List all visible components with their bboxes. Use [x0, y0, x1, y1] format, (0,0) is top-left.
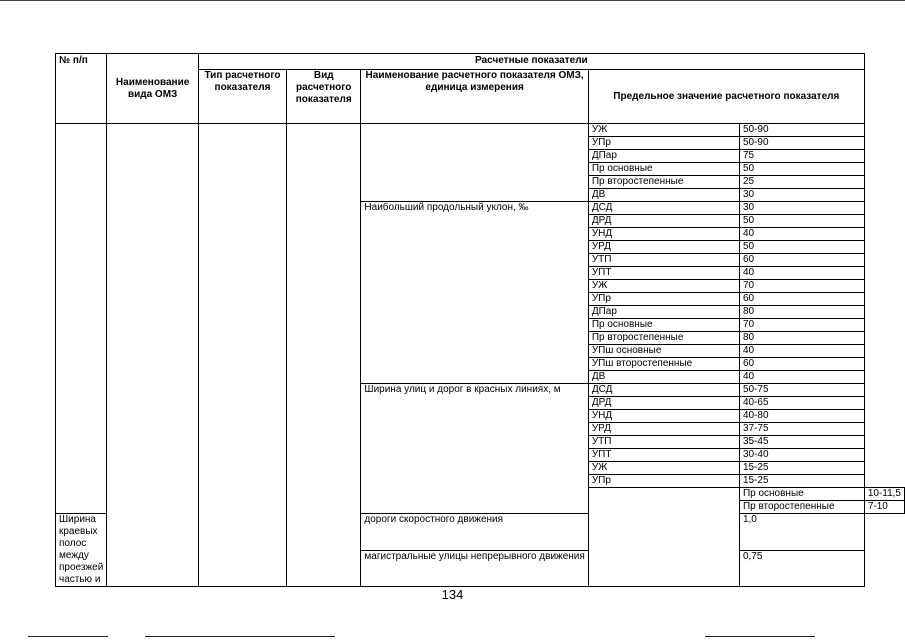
limit-value-cell: 75 [739, 150, 864, 163]
category-name-cell: Пр второстепенные [588, 176, 739, 189]
limit-value-cell: 60 [739, 358, 864, 371]
header-indicator-kind: Вид расчетного показателя [287, 70, 361, 124]
category-name-cell: ДВ [588, 371, 739, 384]
category-name-cell: УПр [588, 475, 739, 488]
header-limit-value: Предельное значение расчетного показателя [588, 70, 864, 124]
category-name-cell: ДРД [588, 397, 739, 410]
limit-value-cell: 80 [739, 306, 864, 319]
limit-value-cell: 30 [739, 202, 864, 215]
indicator-name-cell [361, 124, 588, 202]
indicator-kind-cell [287, 124, 361, 587]
header-indicator-name: Наименование расчетного показателя ОМЗ, единица измерения [361, 70, 588, 124]
indicator-type-cell [198, 124, 286, 587]
category-name-cell: УПТ [588, 449, 739, 462]
limit-value-cell: 10-11,5 [864, 488, 904, 501]
header-indicators-group: Расчетные показатели [198, 54, 864, 70]
limit-value-cell: 1,0 [739, 514, 864, 551]
category-name-cell: УПТ [588, 267, 739, 280]
header-omz-name: Наименование вида ОМЗ [107, 54, 199, 124]
category-name-cell: ДПар [588, 306, 739, 319]
limit-value-cell: 80 [739, 332, 864, 345]
limit-value-cell: 50-90 [739, 124, 864, 137]
limit-value-cell: 37-75 [739, 423, 864, 436]
limit-value-cell: 30 [739, 189, 864, 202]
limit-value-cell: 60 [739, 293, 864, 306]
table-body [56, 124, 905, 587]
category-name-cell: магистральные улицы непрерывного движения [361, 550, 588, 587]
category-name-cell: ДСД [588, 202, 739, 215]
limit-value-cell: 15-25 [739, 475, 864, 488]
indicator-name-cell: Наибольший продольный уклон, ‰ [361, 202, 588, 384]
category-name-cell: УЖ [588, 124, 739, 137]
category-name-cell: УТП [588, 254, 739, 267]
category-name-cell: ДВ [588, 189, 739, 202]
header-num: № п/п [56, 54, 107, 124]
limit-value-cell: 40 [739, 371, 864, 384]
limit-value-cell: 35-45 [739, 436, 864, 449]
category-name-cell: ДСД [588, 384, 739, 397]
limit-value-cell: 40 [739, 345, 864, 358]
limit-value-cell: 50-75 [739, 384, 864, 397]
indicator-name-cell: Ширина улиц и дорог в красных линиях, м [361, 384, 588, 514]
limit-value-cell: 0,75 [739, 550, 864, 587]
page-number: 134 [441, 587, 464, 602]
limit-value-cell: 60 [739, 254, 864, 267]
scan-artifact-bottom-left [28, 636, 108, 637]
category-name-cell: Пр второстепенные [739, 501, 864, 514]
limit-value-cell: 70 [739, 280, 864, 293]
num-cell [56, 124, 107, 514]
category-name-cell: УРД [588, 423, 739, 436]
category-name-cell: УРД [588, 241, 739, 254]
limit-value-cell: 15-25 [739, 462, 864, 475]
category-name-cell: Пр второстепенные [588, 332, 739, 345]
category-name-cell: УТП [588, 436, 739, 449]
category-name-cell: Пр основные [739, 488, 864, 501]
limit-value-cell: 40 [739, 228, 864, 241]
indicators-table [55, 53, 905, 587]
category-name-cell: УЖ [588, 462, 739, 475]
limit-value-cell: 40 [739, 267, 864, 280]
limit-value-cell: 50 [739, 215, 864, 228]
indicator-name-cell: Ширина краевых полос между проезжей частью и [56, 514, 107, 587]
scan-artifact-top [0, 0, 905, 1]
category-name-cell: УНД [588, 410, 739, 423]
limit-value-cell: 70 [739, 319, 864, 332]
category-name-cell: ДРД [588, 215, 739, 228]
limit-value-cell: 7-10 [864, 501, 904, 514]
limit-value-cell: 25 [739, 176, 864, 189]
limit-value-cell: 40-65 [739, 397, 864, 410]
category-name-cell: Пр основные [588, 163, 739, 176]
category-name-cell: УПш основные [588, 345, 739, 358]
header-indicator-type: Тип расчетного показателя [198, 70, 286, 124]
scan-artifact-bottom-mid [145, 636, 335, 637]
limit-value-cell: 30-40 [739, 449, 864, 462]
scan-artifact-bottom-right [705, 636, 815, 637]
limit-value-cell: 50-90 [739, 137, 864, 150]
header-row-1 [56, 54, 905, 70]
table-row [56, 124, 905, 137]
category-name-cell: УПш второстепенные [588, 358, 739, 371]
num-cell-continued [588, 488, 739, 587]
category-name-cell: дороги скоростного движения [361, 514, 588, 551]
category-name-cell: ДПар [588, 150, 739, 163]
omz-name-cell [107, 124, 199, 587]
category-name-cell: Пр основные [588, 319, 739, 332]
category-name-cell: УПр [588, 293, 739, 306]
category-name-cell: УНД [588, 228, 739, 241]
limit-value-cell: 50 [739, 163, 864, 176]
limit-value-cell: 50 [739, 241, 864, 254]
category-name-cell: УЖ [588, 280, 739, 293]
limit-value-cell: 40-80 [739, 410, 864, 423]
category-name-cell: УПр [588, 137, 739, 150]
